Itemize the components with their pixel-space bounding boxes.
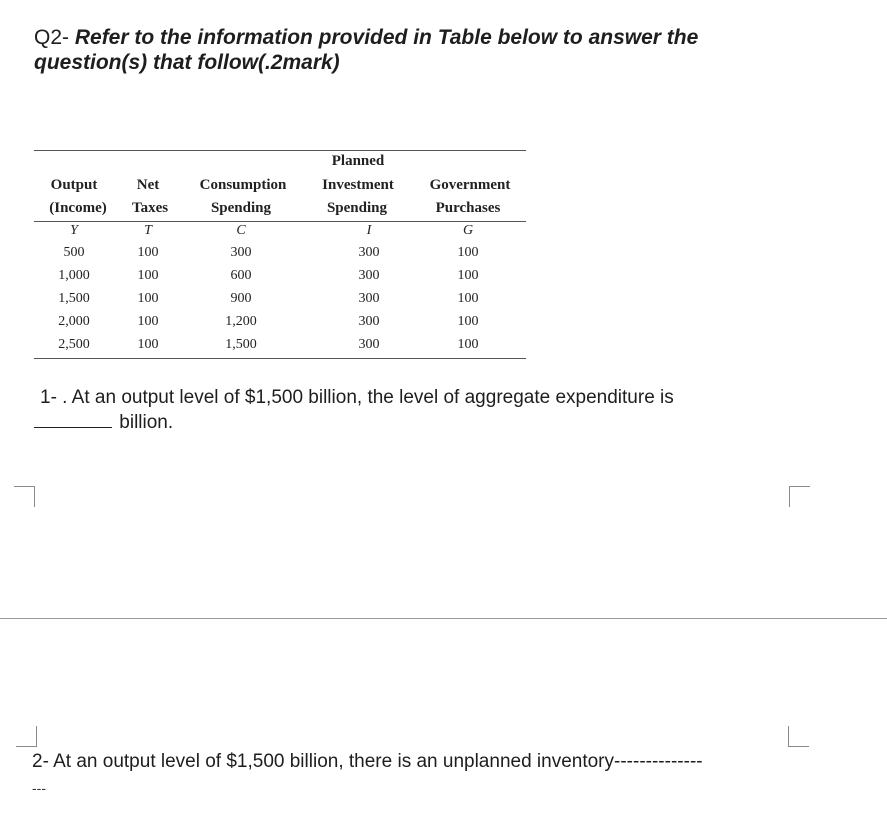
question-number: Q2-: [34, 26, 75, 49]
question-2-continuation: ---: [32, 780, 46, 796]
cell-output: 1,000: [58, 268, 90, 283]
page-break-divider: [0, 618, 887, 619]
cell-output: 1,500: [58, 291, 90, 306]
question-1-text: 1- . At an output level of $1,500 billion, the level of aggregate expenditure is: [40, 387, 674, 408]
question-instructions: Refer to the information provided in Table below to answer the question(s) that follow(.2mark): [34, 26, 699, 74]
header-spending-i: Spending: [326, 200, 388, 216]
cell-government: 100: [457, 314, 479, 329]
table-bottom-rule: [34, 358, 526, 359]
cell-consumption: 900: [230, 291, 252, 306]
cell-investment: 300: [358, 268, 380, 283]
cell-output: 2,000: [58, 314, 90, 329]
cell-government: 100: [457, 291, 479, 306]
page-lower: [0, 620, 887, 832]
page-corner-mark-top-left: [14, 486, 35, 507]
cell-investment: 300: [358, 314, 380, 329]
cell-consumption: 600: [230, 268, 252, 283]
cell-taxes: 100: [137, 314, 159, 329]
header-consumption: Consumption: [199, 177, 287, 193]
answer-blank[interactable]: [34, 410, 112, 428]
cell-government: 100: [457, 268, 479, 283]
cell-government: 100: [457, 337, 479, 352]
symbol-i: I: [366, 223, 372, 238]
cell-consumption: 1,500: [225, 337, 257, 352]
table-top-rule: [34, 150, 526, 151]
header-net: Net: [136, 177, 160, 193]
header-taxes: Taxes: [131, 200, 169, 216]
symbol-g: G: [462, 223, 474, 238]
cell-output: 2,500: [58, 337, 90, 352]
symbol-c: C: [236, 223, 246, 238]
question-header: [34, 25, 734, 75]
question-1-unit: billion.: [119, 412, 174, 433]
cell-government: 100: [457, 245, 479, 260]
question-1-answer-line: [40, 410, 800, 435]
header-purchases: Purchases: [435, 200, 501, 216]
page-corner-mark-bottom-left: [16, 726, 37, 747]
header-investment: Investment: [322, 177, 394, 193]
header-planned: Planned: [331, 153, 385, 169]
cell-consumption: 1,200: [225, 314, 257, 329]
question-1: [40, 386, 800, 435]
page-corner-mark-top-right: [789, 486, 810, 507]
cell-investment: 300: [358, 337, 380, 352]
page-corner-mark-bottom-right: [788, 726, 809, 747]
symbol-y: Y: [70, 223, 78, 238]
cell-taxes: 100: [137, 337, 159, 352]
cell-investment: 300: [358, 291, 380, 306]
cell-investment: 300: [358, 245, 380, 260]
cell-output: 500: [63, 245, 85, 260]
header-government: Government: [429, 177, 511, 193]
cell-consumption: 300: [230, 245, 252, 260]
question-2-text: 2- At an output level of $1,500 billion, there is an unplanned inventory--------------: [32, 751, 703, 772]
symbol-t: T: [144, 223, 152, 238]
cell-taxes: 100: [137, 268, 159, 283]
header-income: (Income): [49, 200, 107, 216]
cell-taxes: 100: [137, 245, 159, 260]
header-spending-c: Spending: [210, 200, 272, 216]
cell-taxes: 100: [137, 291, 159, 306]
header-output: Output: [50, 177, 98, 193]
